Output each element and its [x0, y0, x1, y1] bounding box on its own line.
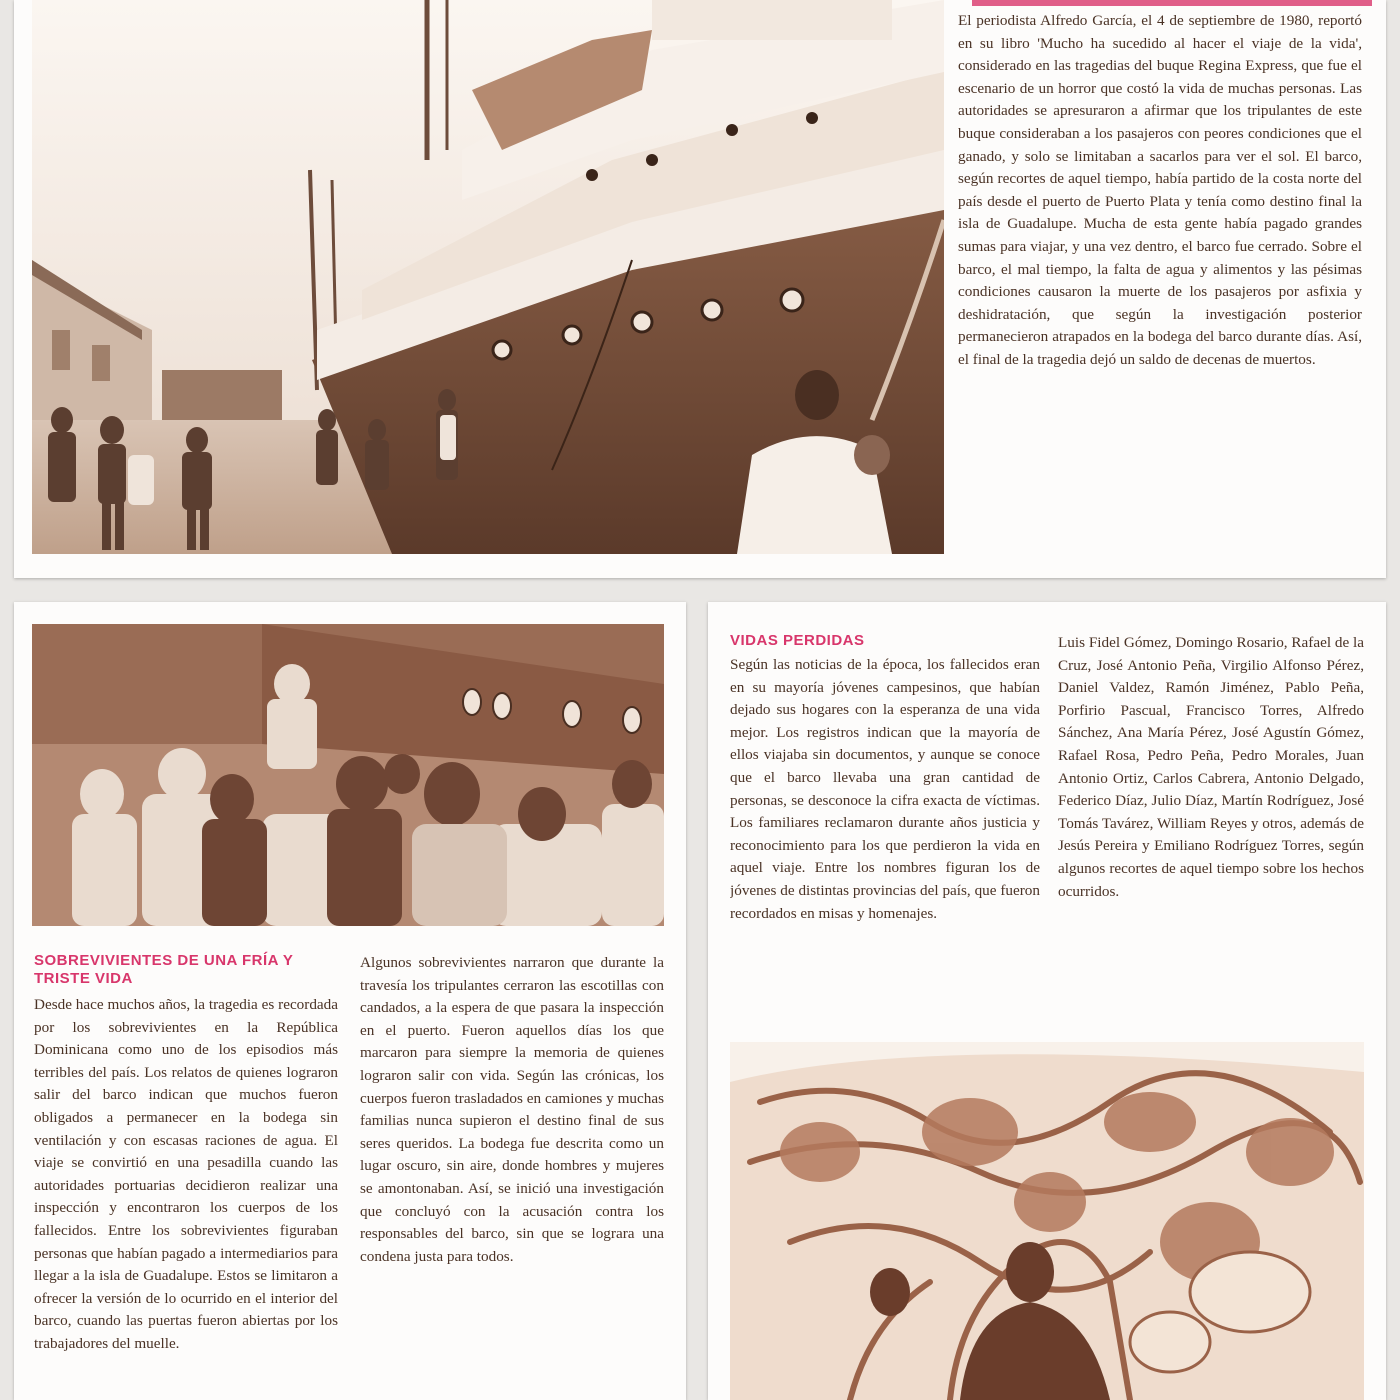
article-column-right-b: Luis Fidel Gómez, Domingo Rosario, Rafael de la Cruz, José Antonio Peña, Virgilio Alfonso Pérez, Daniel Valdez, Ramón Jiménez, Pablo Peña, Porfirio Pascual, Francisco Torres, Alfredo Sánchez, Ana María Pérez, José Agustín Gómez, Rafael Rosa, Pedro Peña, Pedro Morales, Juan Antonio Ortiz, Carlos Cabrera, Antonio Delgado, Federico Díaz, Julio Díaz, Martín Rodríguez, José Tomás Tavárez, William Reyes y otros, además de Jesús Pereira y Emiliano Rodríguez Torres, según algunos recortes de aquel tiempo sobre los hechos ocurridos. — [1058, 634, 1364, 900]
bottom-left-article-panel — [14, 602, 686, 1400]
section-heading-lost-lives: VIDAS PERDIDAS — [730, 632, 865, 649]
article-column-middle: Algunos sobrevivientes narraron que durante la travesía los tripulantes cerraron las escotillas con candados, a la espera de que pasara la inspección en el puerto. Fueron aquellos días los que marcaron para siempre la memoria de quienes lograron salir con vida. Según las crónicas, los cuerpos fueron trasladados en camiones y muchas familias nunca supieron el destino final de sus seres queridos. La bodega fue descrita como un lugar oscuro, sin aire, donde hombres y mujeres se amontonaban. Así, se inició una investigación que concluyó con la acusación contra los responsables del barco, sin que se lograra una condena justa para todos. — [360, 954, 664, 1265]
illustration-drawing — [730, 1042, 1364, 1400]
top-article-panel — [14, 0, 1386, 578]
ship-photo — [32, 0, 944, 554]
section-heading-survivors: SOBREVIVIENTES DE UNA FRÍA Y TRISTE VIDA — [34, 952, 294, 987]
article-column-top: El periodista Alfredo García, el 4 de septiembre de 1980, reportó en su libro 'Mucho ha sucedido al hacer el viaje de la vida', considerado en las tragedias del buque Regina Express, que fue el escenario de un horror que costó la vida de muchas personas. Las autoridades se apresuraron a afirmar que los tripulantes de este buque consideraban a los pasajeros con peores condiciones que el ganado, y solo se limitaban a sacarlos para ver el sol. El barco, según recortes de aquel tiempo, había partido de la costa norte del país desde el puerto de Puerto Plata y tenía como destino final la isla de Guadalupe. Mucha de esta gente había pagado grandes sumas para viajar, y una vez dentro, el barco fue cerrado. Sobre el barco, el mal tiempo, la falta de agua y alimentos y las pésimas condiciones causaron la muerte de los pasajeros por asfixia y deshidratación, que según la investigación posterior permanecieron atrapados en la bodega del barco durante días. Así, el final de la tragedia dejó un saldo de decenas de muertos. — [958, 12, 1362, 368]
article-column-right-a: Según las noticias de la época, los fallecidos eran en su mayoría jóvenes campesinos, que habían dejado sus hogares con la esperanza de una vida mejor. Los registros indican que la mayoría de ellos viajaba sin documentos, y aunque se conoce que el barco llevaba una gran cantidad de personas, se desconoce la cifra exacta de víctimas. Los familiares reclamaron durante años justicia y reconocimiento para los que perdieron la vida en aquel viaje. Entre los nombres figuran los de jóvenes de distintas provincias del país, que fueron recordados en misas y homenajes. — [730, 656, 1040, 922]
article-column-left: Desde hace muchos años, la tragedia es recordada por los sobrevivientes en la República Dominicana como uno de los episodios más terribles del país. Los relatos de quienes lograron salir del barco indican que muchos fueron obligados a permanecer en la bodega sin ventilación y con escasas raciones de agua. El viaje se convirtió en una pesadilla cuando las autoridades portuarias decidieron realizar una inspección y encontraron los cuerpos de los fallecidos. Entre los sobrevivientes figuraban personas que habían pagado a intermediarios para llegar a la isla de Guadalupe. Estos se limitaron a ofrecer la versión de lo ocurrido en el interior del barco, cuando las puertas fueron abiertas por los trabajadores del muelle. — [34, 996, 338, 1352]
bottom-right-article-panel — [708, 602, 1386, 1400]
headline-rule — [972, 0, 1372, 6]
crowd-photo — [32, 624, 664, 926]
